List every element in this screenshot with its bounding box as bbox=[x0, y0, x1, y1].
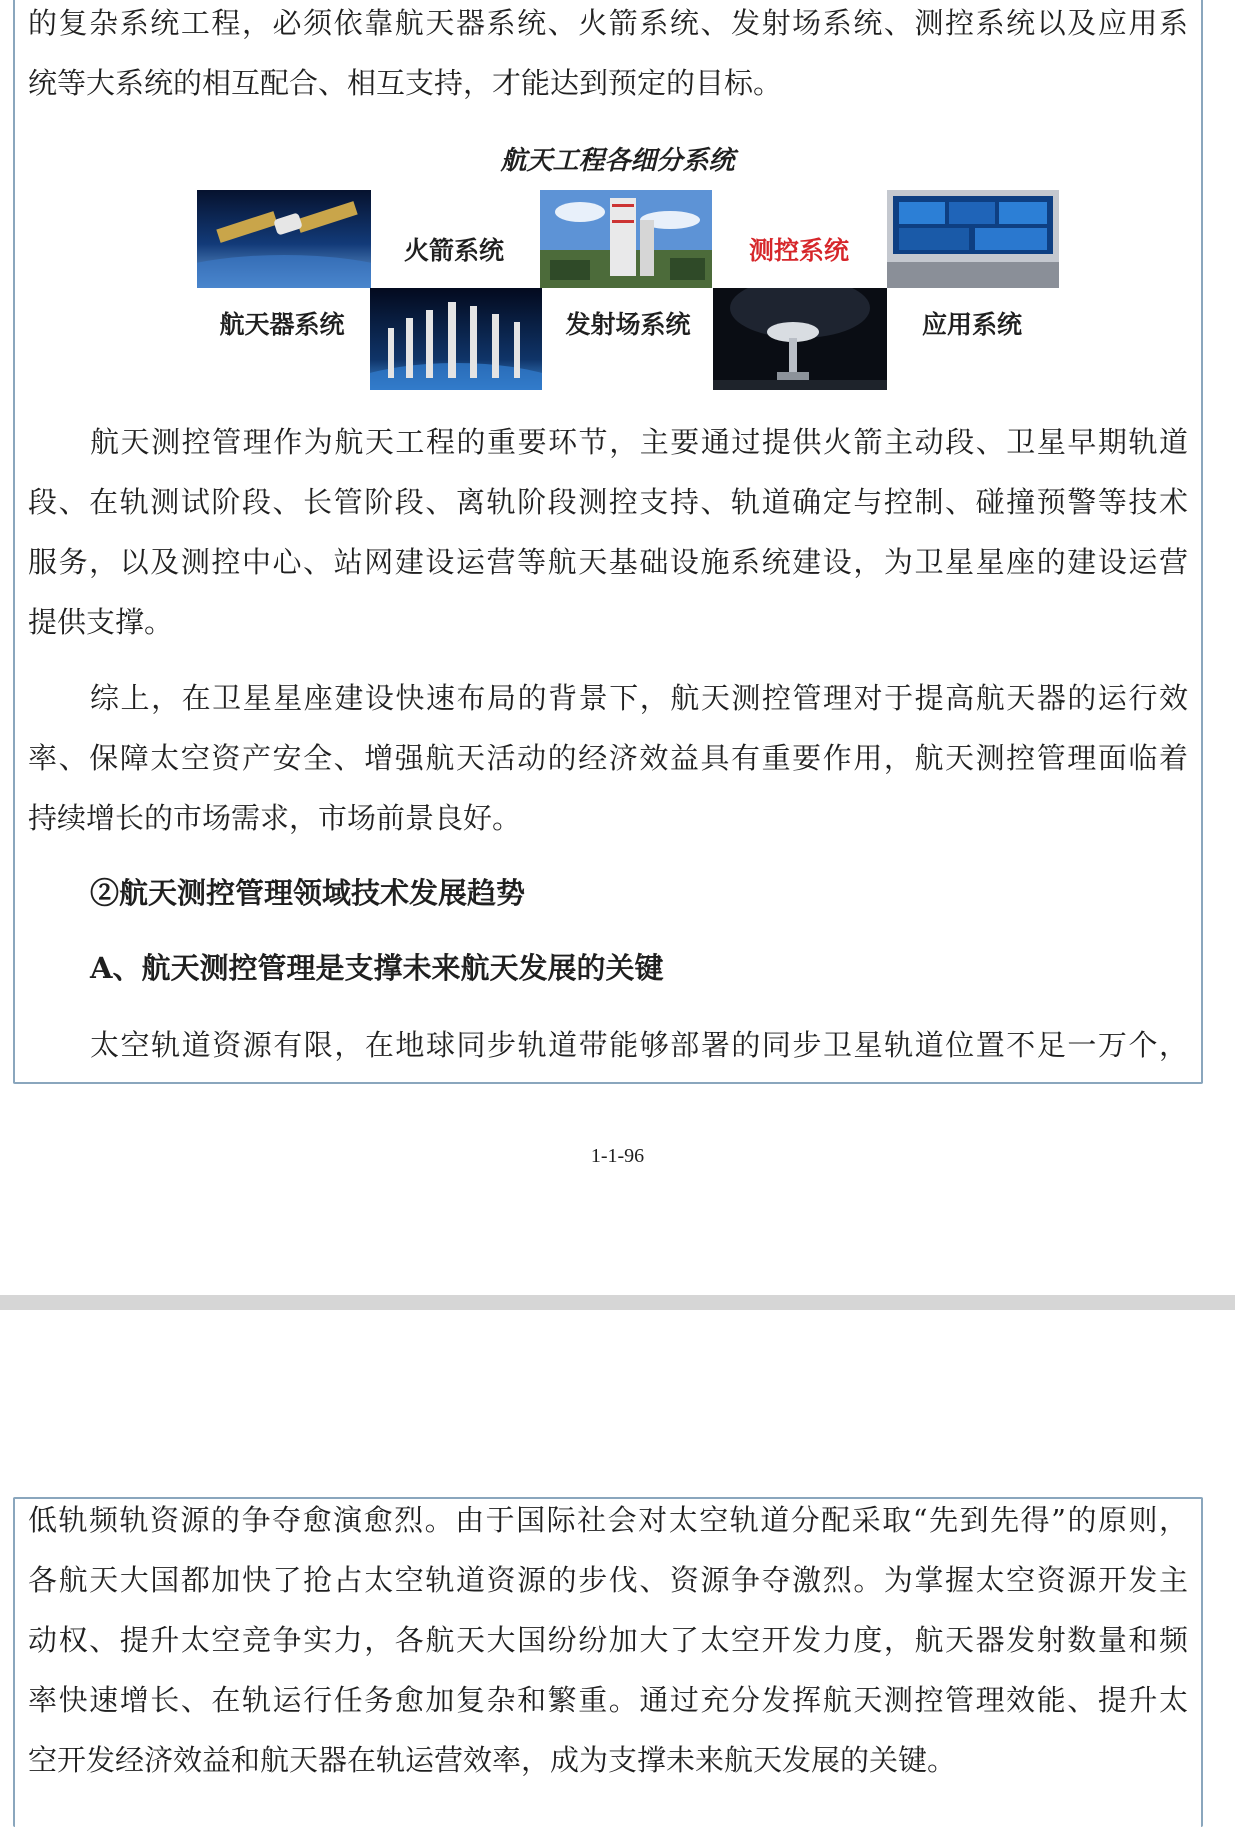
text-line: 率快速增长、在轨运行任务愈加复杂和繁重。通过充分发挥航天测控管理效能、提升太 bbox=[28, 1683, 1188, 1717]
text-line: 低轨频轨资源的争夺愈演愈烈。由于国际社会对太空轨道分配采取“先到先得”的原则， bbox=[28, 1503, 1188, 1537]
text-line: 航天测控管理作为航天工程的重要环节，主要通过提供火箭主动段、卫星早期轨道 bbox=[90, 425, 1188, 459]
ttc-image bbox=[713, 288, 887, 390]
text-line: 的复杂系统工程，必须依靠航天器系统、火箭系统、发射场系统、测控系统以及应用系 bbox=[28, 6, 1188, 40]
text-line: 段、在轨测试阶段、长管阶段、离轨阶段测控支持、轨道确定与控制、碰撞预警等技术 bbox=[28, 485, 1188, 519]
label-launch-site-system: 发射场系统 bbox=[565, 310, 691, 339]
text-line: 提供支撑。 bbox=[28, 605, 174, 639]
text-line: 太空轨道资源有限，在地球同步轨道带能够部署的同步卫星轨道位置不足一万个， bbox=[90, 1028, 1188, 1062]
figure-title: 航天工程各细分系统 bbox=[500, 146, 735, 176]
text-line: 持续增长的市场需求，市场前景良好。 bbox=[28, 801, 522, 835]
page-number: 1-1-96 bbox=[590, 1145, 645, 1167]
text-line: 动权、提升太空竞争实力，各航天大国纷纷加大了太空开发力度，航天器发射数量和频 bbox=[28, 1623, 1188, 1657]
text-line: 服务，以及测控中心、站网建设运营等航天基础设施系统建设，为卫星星座的建设运营 bbox=[28, 545, 1188, 579]
label-application-system: 应用系统 bbox=[921, 310, 1022, 339]
section-heading: ②航天测控管理领域技术发展趋势 bbox=[90, 876, 526, 910]
label-spacecraft-system: 航天器系统 bbox=[219, 310, 345, 339]
text-line: 统等大系统的相互配合、相互支持，才能达到预定的目标。 bbox=[28, 66, 783, 100]
label-rocket-system: 火箭系统 bbox=[403, 236, 504, 265]
text-line: 空开发经济效益和航天器在轨运营效率，成为支撑未来航天发展的关键。 bbox=[28, 1743, 957, 1777]
rocket-image bbox=[370, 288, 542, 390]
launch-site-image bbox=[540, 190, 712, 288]
label-ttc-system: 测控系统 bbox=[748, 236, 849, 265]
spacecraft-image bbox=[197, 190, 371, 288]
page-separator bbox=[0, 1295, 1235, 1310]
text-line: 率、保障太空资产安全、增强航天活动的经济效益具有重要作用，航天测控管理面临着 bbox=[28, 741, 1188, 775]
text-line: 各航天大国都加快了抢占太空轨道资源的步伐、资源争夺激烈。为掌握太空资源开发主 bbox=[28, 1563, 1188, 1597]
application-image bbox=[887, 190, 1059, 288]
text-line: 综上，在卫星星座建设快速布局的背景下，航天测控管理对于提高航天器的运行效 bbox=[90, 681, 1188, 715]
subsection-heading: A、航天测控管理是支撑未来航天发展的关键 bbox=[90, 951, 664, 985]
